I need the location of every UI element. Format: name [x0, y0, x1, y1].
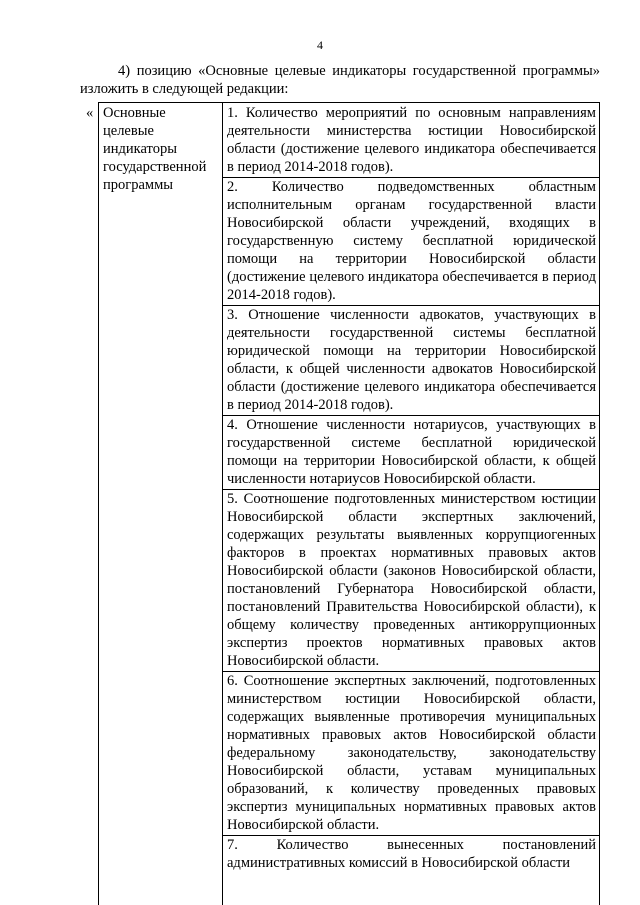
indicator-item: 5. Соотношение подготовленных министерством юстиции Новосибирской области экспертных заключений, содержащих результаты выявленных коррупциогенных факторов в проектах нормативных правовых актов Новосибирской области (законов Новосибирской области, постановлений Губернатора Новосибирской области, постановлений Правительства Новосибирской области), к общему количеству проведенных антикоррупционных экспертиз проектов нормативных правовых актов Новосибирской области.: [227, 491, 596, 669]
table-left-cell: [99, 103, 223, 905]
indicator-item: 7. Количество вынесенных постановлений административных комиссий в Новосибирской области: [227, 837, 596, 871]
intro-line-1: 4) позицию «Основные целевые индикаторы государственной программы»: [118, 63, 600, 79]
indicator-item: 1. Количество мероприятий по основным направлениям деятельности министерства юстиции Новосибирской области (достижение целевого индикатора обеспечивается в период 2014-2018 годов).: [227, 105, 596, 175]
opening-quote-mark: «: [86, 105, 94, 121]
indicator-item: 4. Отношение численности нотариусов, участвующих в государственной системе бесплатной юридической помощи на территории Новосибирской области, к общей численности нотариусов Новосибирской области.: [227, 417, 596, 487]
intro-paragraph: [80, 62, 600, 98]
indicator-item: 6. Соотношение экспертных заключений, подготовленных министерством юстиции Новосибирской области, содержащих выявленные противоречия муниципальных нормативных правовых актов Новосибирской области федеральному законодательству, законодательству Новосибирской области, уставам муниципальных образований, к количеству проведенных правовых экспертиз муниципальных нормативных правовых актов Новосибирской области.: [227, 673, 596, 833]
intro-line-2: изложить в следующей редакции:: [80, 81, 289, 97]
indicator-item: 2. Количество подведомственных областным исполнительным органам государственной власти Новосибирской области учреждений, входящих в государственную систему бесплатной юридической помощи на территории Новосибирской области (достижение целевого индикатора обеспечивается в период 2014-2018 годов).: [227, 179, 596, 303]
indicators-table: [98, 102, 600, 905]
table-right-cell: [223, 103, 599, 905]
indicator-item: 3. Отношение численности адвокатов, участвующих в деятельности государственной системы бесплатной юридической помощи на территории Новосибирской области, к общей численности адвокатов Новосибирской области (достижение целевого индикатора обеспечивается в период 2014-2018 годов).: [227, 307, 596, 413]
table-left-label: Основные целевые индикаторы государственной программы: [103, 105, 207, 193]
page-number: 4: [317, 38, 323, 52]
